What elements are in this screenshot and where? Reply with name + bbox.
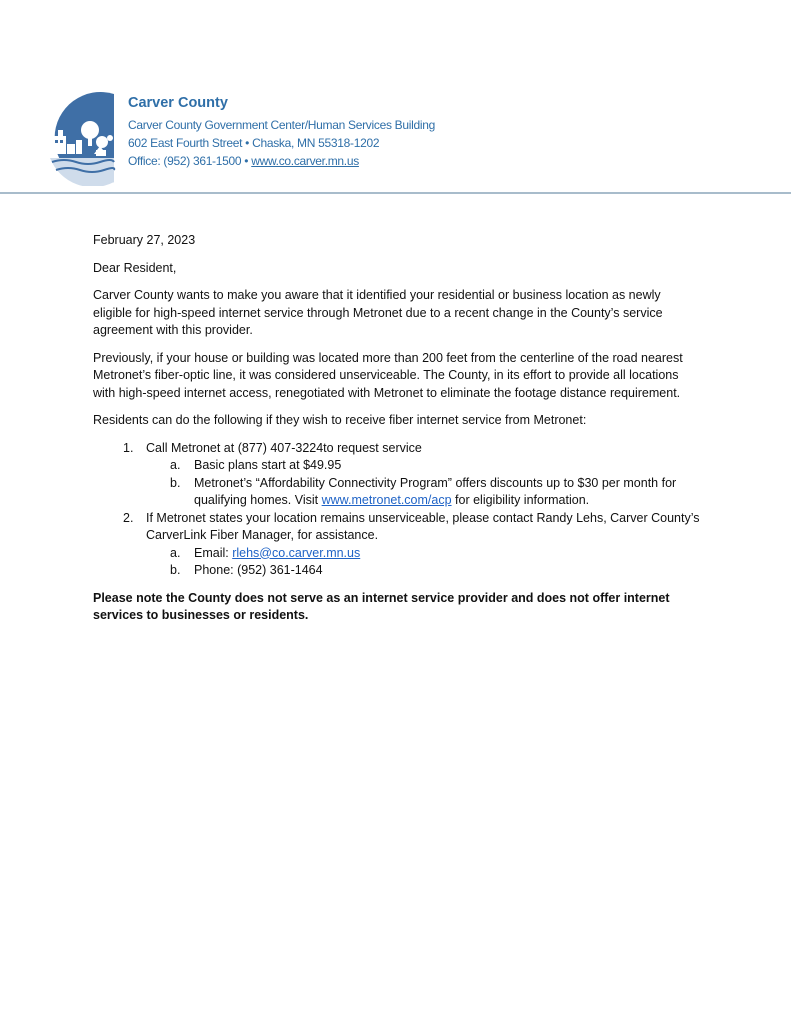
email-label: Email:	[194, 545, 229, 560]
list-item	[146, 457, 703, 475]
substep-text: Basic plans start at $49.95	[194, 458, 342, 472]
paragraph-instructions: Residents can do the following if they wish to receive fiber internet service from Metronet:	[93, 413, 587, 427]
step-number: 1.	[123, 440, 134, 455]
email-link[interactable]: rlehs@co.carver.mn.us	[232, 545, 361, 560]
step-text: Call Metronet at (877) 407-3224to request service	[146, 440, 422, 455]
building-name: Carver County Government Center/Human Services Building	[128, 118, 435, 132]
phone-text: Phone: (952) 361-1464	[194, 563, 323, 577]
header-divider	[0, 192, 791, 194]
website-link[interactable]: www.co.carver.mn.us	[251, 154, 359, 168]
substep-letter: a.	[170, 545, 181, 560]
paragraph-eligibility: Carver County wants to make you aware that it identified your residential or business location as newly eligible for high-speed internet service through Metronet due to a recent change in the County’s service agreement with this provider.	[93, 288, 663, 337]
substep-letter: b.	[170, 475, 181, 490]
substeps-list	[146, 545, 703, 580]
organization-name: Carver County	[128, 95, 228, 111]
substep-text-after: for eligibility information.	[455, 493, 590, 507]
step-number: 2.	[123, 510, 134, 525]
list-item	[93, 510, 703, 580]
paragraph-background: Previously, if your house or building was located more than 200 feet from the centerline of the road nearest Metronet’s fiber-optic line, it was considered unserviceable. The County, in its effort to provide all locations with high-speed internet access, renegotiated with Metronet to eliminate the footage distance requirement.	[93, 350, 683, 400]
salutation: Dear Resident,	[93, 260, 177, 275]
step-text: If Metronet states your location remains unserviceable, please contact Randy Lehs, Carver County’s CarverLink Fiber Manager, for assistance.	[146, 510, 700, 542]
organization-info	[128, 94, 435, 170]
list-item	[146, 475, 703, 510]
letterhead	[0, 0, 791, 200]
carver-county-logo-icon	[44, 92, 118, 186]
list-item	[146, 545, 703, 563]
substeps-list	[146, 457, 703, 510]
steps-list	[93, 440, 703, 580]
list-item	[146, 562, 703, 580]
substep-letter: a.	[170, 458, 181, 472]
disclaimer-notice: Please note the County does not serve as an internet service provider and does not offer internet services to businesses or residents.	[93, 590, 670, 622]
substep-text: Metronet’s “Affordability Connectivity Program” offers discounts up to $30 per month for qualifying homes. Visit	[194, 475, 677, 507]
letter-body	[93, 232, 703, 635]
office-contact	[128, 152, 435, 170]
metronet-acp-link[interactable]: www.metronet.com/acp	[321, 493, 452, 507]
letter-date: February 27, 2023	[93, 233, 196, 247]
office-phone: Office: (952) 361-1500 •	[128, 154, 249, 168]
list-item	[93, 440, 703, 510]
substep-letter: b.	[170, 563, 181, 577]
street-address: 602 East Fourth Street • Chaska, MN 55318-1202	[128, 136, 380, 150]
